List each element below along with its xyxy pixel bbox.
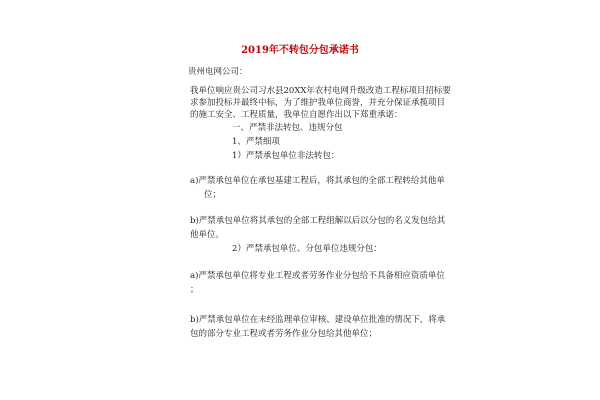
item-a1-line-1: a)严禁承包单位在承包基建工程后，将其承包的全部工程转给其他单 [190,176,445,186]
section-1-heading: 一、严禁非法转包、违规分包 [232,123,343,133]
intro-line-3: 的施工安全、工程质量，我单位自愿作出以下郑重承诺： [190,110,403,120]
sub-1-2-heading: 2）严禁承包单位、分包单位违规分包： [232,244,382,254]
document-title: 2019年不转包分包承诺书 [241,45,359,56]
sub-1-heading: 1、严禁细项 [232,137,280,147]
intro-line-2: 求参加投标并最终中标，为了维护我单位商誉，并充分保证承揽项目 [190,98,446,108]
item-b2-line-2: 包的部分专业工程或者劳务作业分包给其他单位； [190,329,378,339]
intro-line-1: 我单位响应贵公司习水县20XX年农村电网升级改造工程标项目招标要 [190,86,451,96]
addressee: 贵州电网公司： [188,67,248,77]
sub-1-1-heading: 1）严禁承包单位非法转包： [232,151,340,161]
item-a2-line-2: ； [190,285,199,295]
item-b1-line-2: 他单位。 [190,230,225,240]
item-a1-line-2: 位； [204,190,222,200]
item-b2-line-1: b)严禁承包单位在未经监理单位审核、建设单位批准的情况下，将承 [190,315,446,325]
item-b1-line-1: b)严禁承包单位将其承包的全部工程组解以后以分包的名义发包给其 [190,216,446,226]
item-a2-line-1: a)严禁承包单位将专业工程或者劳务作业分包给不具备相应资质单位 [190,271,445,281]
